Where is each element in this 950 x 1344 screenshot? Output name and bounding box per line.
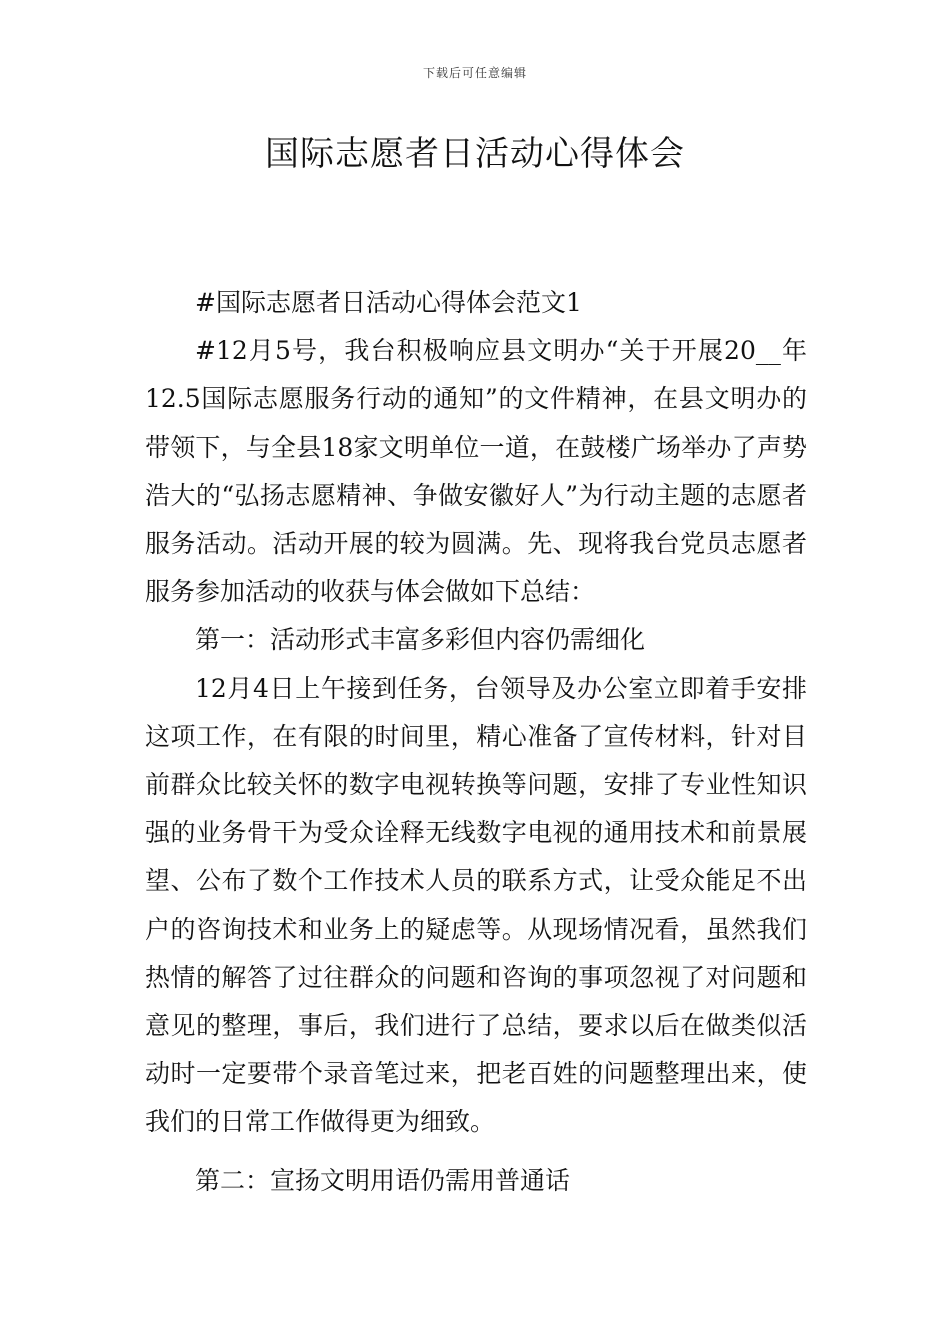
paragraph-first-section: 12月4日上午接到任务，台领导及办公室立即着手安排这项工作，在有限的时间里，精心准备了宣传材料，针对目前群众比较关怀的数字电视转换等问题，安排了专业性知识强的业务骨干为受众诠释无线数字电视的通用技术和前景展望、公布了数个工作技术人员的联系方式，让受众能足不出户的咨询技术和业务上的疑虑等。从现场情况看，虽然我们热情的解答了过往群众的问题和咨询的事项忽视了对问题和意见的整理，事后，我们进行了总结，要求以后在做类似活动时一定要带个录音笔过来，把老百姓的问题整理出来，使我们的日常工作做得更为细致。 — [145, 673, 807, 1137]
document-title: 国际志愿者日活动心得体会 — [265, 134, 685, 174]
header-note: 下载后可任意编辑 — [422, 66, 527, 80]
paragraph-subtitle: #国际志愿者日活动心得体会范文1 — [195, 288, 582, 317]
paragraph-intro: #12月5号，我台积极响应县文明办“关于开展20__年12.5国际志愿服务行动的通知”的文件精神，在县文明办的带领下，与全县18家文明单位一道，在鼓楼广场举办了声势浩大的“弘扬志愿精神、争做安徽好人”为行动主题的志愿者服务活动。活动开展的较为圆满。先、现将我台党员志愿者服务参加活动的收获与体会做如下总结： — [145, 336, 807, 607]
section-heading-second: 第二：宣扬文明用语仍需用普通话 — [195, 1165, 571, 1195]
section-heading-first: 第一：活动形式丰富多彩但内容仍需细化 — [195, 625, 646, 655]
document-body — [145, 279, 807, 1205]
